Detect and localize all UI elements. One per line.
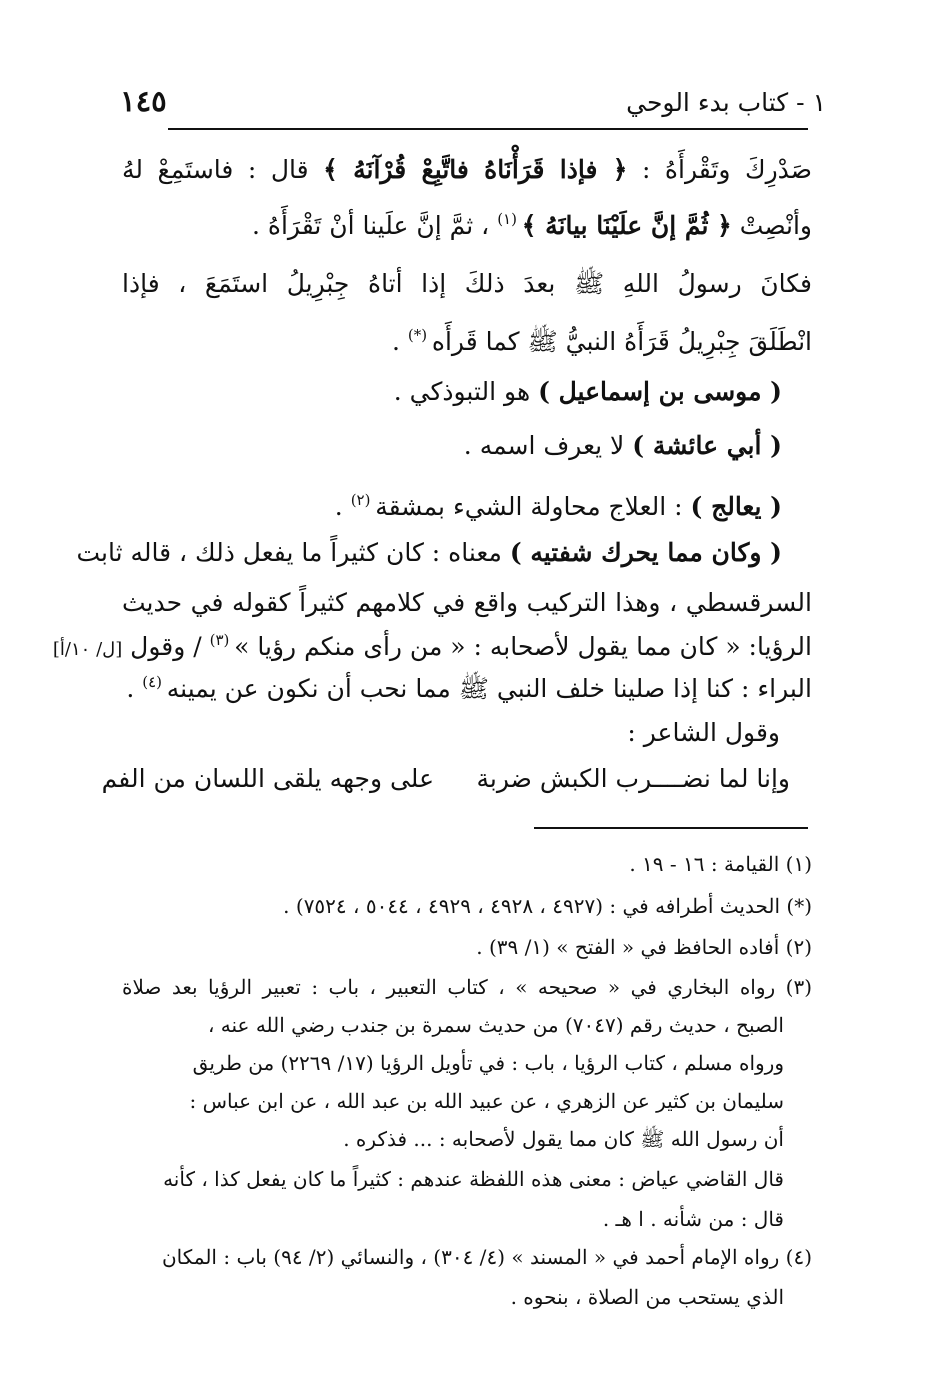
body-line-3: فكانَ رسولُ اللهِ ﷺ بعدَ ذلكَ إذا أتاهُ جِبْرِيلُ استَمَعَ ، فإذا xyxy=(122,269,812,298)
body-line-4: انْطَلَقَ جِبْرِيلُ قَرَأَهُ النبيُّ ﷺ كما قَرأَه (*) . xyxy=(391,326,812,356)
footnote-separator xyxy=(534,827,808,829)
footnote-3-line-3: ورواه مسلم ، كتاب الرؤيا ، باب : في تأويل الرؤيا (١٧/ ٢٢٦٩) من طريق xyxy=(192,1051,784,1075)
body-line-1: صَدْرِكَ وتَقْرأَهُ : ﴿ فإذا قَرَأْنَاهُ فاتَّبِعْ قُرْآنَهُ ﴾ قال : فاستَمِعْ لهُ xyxy=(122,155,812,184)
footnote-ref: (٤) xyxy=(142,673,167,691)
body-line-11: البراء : كنا إذا صلينا خلف النبي ﷺ مما نحب أن نكون عن يمينه $^{(٤)}$ . xyxy=(126,673,812,703)
footnote-ref: (٢) xyxy=(350,491,376,509)
body-line-10: الرؤيا: « كان مما يقول لأصحابه : « من رأى منكم رؤيا » $^{(٣)}$ / وقول [ل/ ١٠/أ] xyxy=(52,631,812,661)
footnote-3-line-7: قال : من شأنه . ا هـ . xyxy=(602,1207,784,1231)
note-yualij: ( يعالج ) : العلاج محاولة الشيء بمشقة $^{(٢)}$ . xyxy=(334,491,782,521)
term: ( موسى بن إسماعيل ) xyxy=(538,377,782,406)
page-header xyxy=(120,84,826,128)
poet-intro: وقول الشاعر : xyxy=(627,718,780,747)
manuscript-ref: [ل/ ١٠/أ] xyxy=(52,639,123,660)
footnote-2: (٢) أفاده الحافظ في « الفتح » (١/ ٣٩) . xyxy=(476,935,812,959)
chapter-title: ١ - كتاب بدء الوحي xyxy=(626,88,826,117)
footnote-3-line-6: قال القاضي عياض : معنى هذه اللفظة عندهم : كثيراً ما كان يفعل كذا ، كأنه xyxy=(163,1167,784,1191)
footnote-ref: (١) xyxy=(497,210,522,228)
footnote-3-line-1: (٣) رواه البخاري في « صحيحه » ، كتاب التعبير ، باب : تعبير الرؤيا بعد صلاة xyxy=(122,975,812,999)
body-line-9: السرقسطي ، وهذا التركيب واقع في كلامهم كثيراً كقوله في حديث xyxy=(122,588,812,617)
footnote-ref: (٣) xyxy=(209,631,235,649)
footnote-4-line-1: (٤) رواه الإمام أحمد في « المسند » (٤/ ٣٠٤) ، والنسائي (٢/ ٩٤) باب : المكان xyxy=(161,1245,812,1269)
footnote-3-line-2: الصبح ، حديث رقم (٧٠٤٧) من حديث سمرة بن جندب رضي الله عنه ، xyxy=(207,1013,784,1037)
note-musa: ( موسى بن إسماعيل ) هو التبوذكي . xyxy=(393,377,782,406)
footnote-ref: (*) xyxy=(407,326,432,344)
term: ( يعالج ) xyxy=(690,492,782,521)
verse-hemistich-1: وإنا لما نضــــرب الكبش ضربة xyxy=(476,764,790,793)
footnote-1: (١) القيامة : ١٦ - ١٩ . xyxy=(629,852,812,876)
body-line-2: وأنْصِتْ ﴿ ثُمَّ إنَّ علَيْنَا بيانَهُ ﴾ $^{(١)}$ ، ثمَّ إنَّ علَينا أنْ تَقْرَأَهُ . xyxy=(251,210,812,240)
footnote-3-line-4: سليمان بن كثير عن الزهري ، عن عبيد الله بن عبد الله ، عن ابن عباس : xyxy=(189,1089,784,1113)
note-shafatayh: ( وكان مما يحرك شفتيه ) معناه : كان كثيراً ما يفعل ذلك ، قاله ثابت xyxy=(76,538,782,567)
header-rule xyxy=(168,128,808,130)
term: ( أبي عائشة ) xyxy=(632,431,782,460)
quran-verse: ﴿ فإذا قَرَأْنَاهُ فاتَّبِعْ قُرْآنَهُ ﴾ xyxy=(323,155,628,184)
page-number: ١٤٥ xyxy=(120,84,167,118)
term: ( وكان مما يحرك شفتيه ) xyxy=(509,538,782,567)
footnote-star: (*) الحديث أطرافه في : (٤٩٢٧ ، ٤٩٢٨ ، ٤٩٢٩ ، ٥٠٤٤ ، ٧٥٢٤) . xyxy=(283,894,812,918)
quran-verse: ﴿ ثُمَّ إنَّ علَيْنَا بيانَهُ ﴾ xyxy=(521,211,732,240)
note-abi-aisha: ( أبي عائشة ) لا يعرف اسمه . xyxy=(463,431,782,460)
verse-hemistich-2: على وجهه يلقى اللسان من الفم xyxy=(101,764,434,793)
footnote-4-line-2: الذي يستحب من الصلاة ، بنحوه . xyxy=(510,1285,784,1309)
footnote-3-line-5: أن رسول الله ﷺ كان مما يقول لأصحابه : ... فذكره . xyxy=(343,1127,784,1151)
